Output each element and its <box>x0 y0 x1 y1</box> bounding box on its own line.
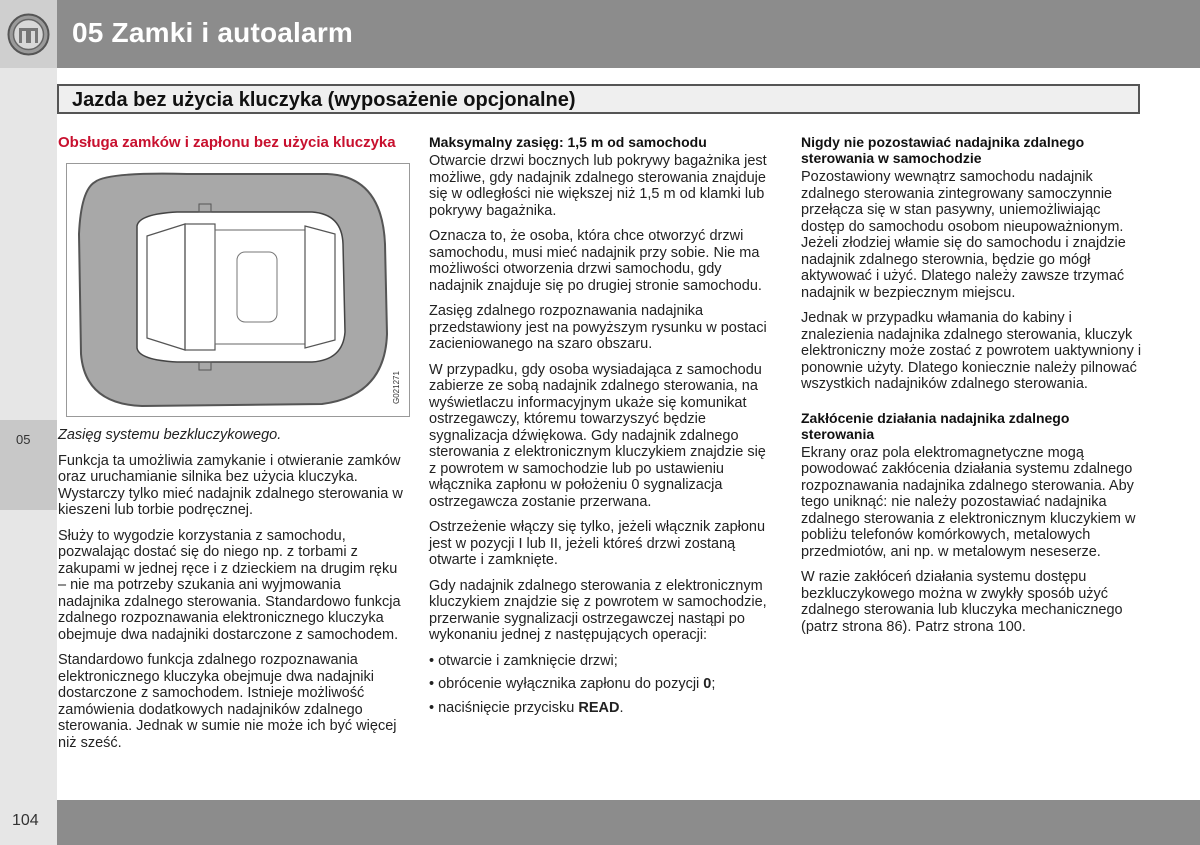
page-number: 104 <box>12 812 39 829</box>
col1-paragraph-1: Funkcja ta umożliwia zamykanie i otwieranie zamków oraz uruchamianie silnika bez użycia kluczyka. Wystarczy tylko mieć nadajnik zdalnego sterowania w kieszeni lub torbie podręcznej. <box>58 452 403 518</box>
operations-list <box>429 653 774 717</box>
col2-paragraph-6: Gdy nadajnik zdalnego sterowania z elektronicznym kluczykiem znajdzie się z powrotem w samochodzie, przerwanie sygnalizacji ostrzegawczej nastąpi po wykonaniu jednej z następujących operacji: <box>429 577 767 643</box>
col2-paragraph-2: Oznacza to, że osoba, która chce otworzyć drzwi samochodu, musi mieć nadajnik przy sobie. Nie ma możliwości otworzenia drzwi samochodu, gdy nadajnik znajduje się po drugiej stronie samochodu. <box>429 228 762 294</box>
chapter-title: 05 Zamki i autoalarm <box>72 17 354 48</box>
col2-heading: Maksymalny zasięg: 1,5 m od samochodu <box>429 134 707 150</box>
col1-heading: Obsługa zamków i zapłonu bez użycia kluczyka <box>58 134 396 151</box>
col1-paragraph-2: Służy to wygodzie korzystania z samochodu, pozwalając dostać się do niego np. z torbami z zakupami w jednej ręce i z dzieckiem na drugim ręku – nie ma potrzeby szukania ani wyjmowania nadajnika zdalnego sterowania. Standardowo funkcja zdalnego rozpoznawania elektronicznego kluczyka obejmuje dwa nadajniki dostarczone z samochodem. <box>58 527 401 643</box>
figure-caption: Zasięg systemu bezkluczykowego. <box>58 427 282 443</box>
list-item-text: naciśnięcie przycisku <box>438 699 579 716</box>
section-title-box <box>57 84 1140 114</box>
list-item <box>429 676 774 693</box>
chapter-tab <box>0 420 57 510</box>
keyless-range-figure <box>66 163 410 417</box>
logo <box>0 0 57 68</box>
footer-bar <box>57 800 1200 845</box>
list-item <box>429 700 774 717</box>
chapter-tab-label: 05 <box>16 432 31 447</box>
figure-code: G021271 <box>392 371 401 404</box>
col3-heading-1: Nigdy nie pozostawiać nadajnika zdalnego sterowania w samochodzie <box>801 134 1085 166</box>
column-2 <box>429 134 774 723</box>
section-title: Jazda bez użycia kluczyka (wyposażenie opcjonalne) <box>72 89 576 111</box>
col1-paragraph-3: Standardowo funkcja zdalnego rozpoznawania elektronicznego kluczyka obejmuje dwa nadajniki dostarczone z samochodem. Istnieje możliwość zamówienia dodatkowych nadajników zdalnego sterowania. Jednak w sumie nie może ich być więcej niż sześć. <box>58 652 397 751</box>
col3-paragraph-1: Pozostawiony wewnątrz samochodu nadajnik zdalnego sterowania zintegrowany samoczynnie przełącza się w stan pasywny, uniemożliwiając dostęp do samochodu osobom nieupoważnionym. Jeżeli złodziej włamie się do samochodu i znajdzie nadajnik zdalnego sterownia, będzie go mógł aktywować i użyć. Dlatego należy zawsze trzymać nadajnik w bezpiecznym miejscu. <box>801 169 1126 301</box>
list-item-end: ; <box>711 676 716 692</box>
col3-paragraph-2: Jednak w przypadku włamania do kabiny i znalezienia nadajnika zdalnego sterowania, kluczyk elektroniczny może zostać z powrotem uaktywniony i ponownie użyty. Dlatego koniecznie należy pilnować wszystkich nadajników zdalnego sterowania. <box>801 310 1142 392</box>
column-1 <box>58 134 403 760</box>
ignition-position-label: 0 <box>703 676 712 692</box>
page-number-box <box>0 800 57 845</box>
list-item <box>429 653 774 670</box>
col3-paragraph-4: W razie zakłóceń działania systemu dostępu bezkluczykowego można w zwykły sposób użyć zdalnego sterowania lub kluczyka mechanicznego (patrz strona 86). Patrz strona 100. <box>801 569 1123 635</box>
chapter-header <box>0 0 1200 68</box>
list-item-text: obrócenie wyłącznika zapłonu do pozycji <box>438 676 704 692</box>
col2-paragraph-4: W przypadku, gdy osoba wysiadająca z samochodu zabierze ze sobą nadajnik zdalnego sterowania, na wyświetlaczu informacyjnym ukaże się komunikat ostrzegawczy, któremu towarzyszyć będzie sygnalizacja dźwiękowa. Gdy nadajnik zdalnego sterowania z elektronicznym kluczykiem znajdzie się z powrotem w samochodzie lub po ustawieniu włącznika zapłonu w położeniu 0 sygnalizacja ostrzegawcza zostanie przerwana. <box>429 361 766 510</box>
column-3 <box>801 134 1146 644</box>
col3-paragraph-3: Ekrany oraz pola elektromagnetyczne mogą powodować zakłócenia działania systemu zdalnego rozpoznawania nadajnika zdalnego sterowania. Aby tego uniknąć: nie należy pozostawiać nadajnika zdalnego sterowania z elektronicznym kluczykiem w pobliżu telefonów komórkowych, metalowych przedmiotów, ani np. w metalowym neseserze. <box>801 444 1136 560</box>
list-item-text: otwarcie i zamknięcie drzwi; <box>438 652 618 669</box>
read-button-label: READ <box>578 699 620 716</box>
list-item-end: . <box>619 699 624 716</box>
brand-emblem-icon <box>7 13 50 56</box>
col2-paragraph-3: Zasięg zdalnego rozpoznawania nadajnika przedstawiony jest na powyższym rysunku w postaci zacieniowanego na szaro obszaru. <box>429 303 767 352</box>
col2-paragraph-1: Otwarcie drzwi bocznych lub pokrywy bagażnika jest możliwe, gdy nadajnik zdalnego sterowania znajduje się w odległości nie większej niż 1,5 m od klamki lub pokrywy bagażnika. <box>429 153 767 219</box>
col3-heading-2: Zakłócenie działania nadajnika zdalnego sterowania <box>801 409 1070 442</box>
col2-paragraph-5: Ostrzeżenie włączy się tylko, jeżeli włącznik zapłonu jest w pozycji I lub II, jeżeli któreś drzwi zostaną otwarte i zamknięte. <box>429 519 766 568</box>
car-range-diagram <box>67 164 409 416</box>
